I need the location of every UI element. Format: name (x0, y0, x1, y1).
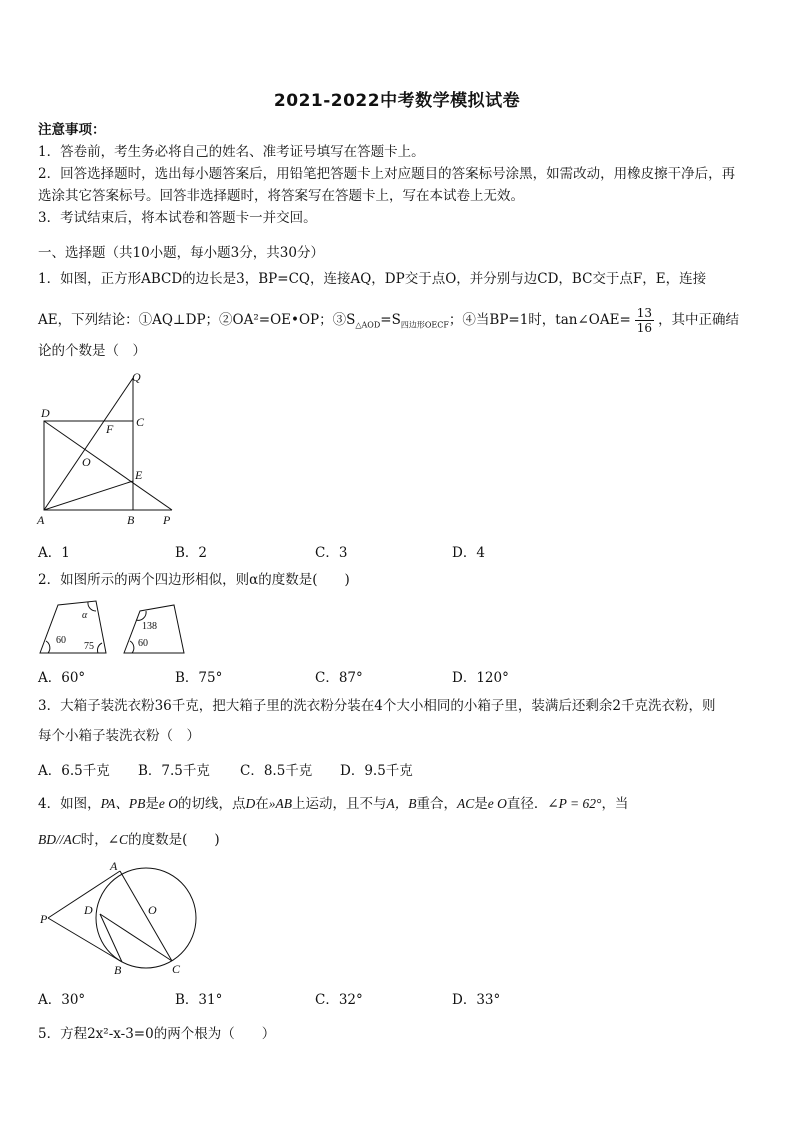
q4-label-p: P (40, 912, 48, 926)
page-title: 2021-2022中考数学模拟试卷 (273, 91, 521, 111)
q2-arc-60-left (46, 641, 50, 653)
q4-label-c: C (172, 962, 181, 976)
q4-text-g: 在 (255, 796, 269, 812)
q2-label-138: 138 (142, 621, 157, 632)
q4-text-circle-o: e O (158, 796, 178, 811)
q2-label-60-right: 60 (138, 638, 148, 649)
q1-label-a: A (37, 513, 45, 527)
q3-line2: 每个小箱子装洗衣粉（ ） (38, 728, 200, 744)
q1-line2-a: AE，下列结论：①AQ⊥DP；②OA²=OE•OP；③S (38, 312, 356, 328)
q1-frac-num: 13 (636, 306, 653, 320)
q4-text-when: 时， (80, 832, 108, 848)
q4-text-m: 是 (474, 796, 488, 812)
q2-text: 2．如图所示的两个四边形相似，则α的度数是( ) (38, 572, 350, 588)
q4-tangent-pb (48, 918, 122, 962)
q2-label-75: 75 (84, 641, 94, 652)
notice-item-2: 2．回答选择题时，选出每小题答案后，用铅笔把答题卡上对应题目的答案标号涂黑，如需改动，用橡皮擦干净后，再 (38, 166, 736, 182)
q2-option-d[interactable]: D．120° (452, 670, 509, 686)
q4-option-d[interactable]: D．33° (452, 992, 501, 1008)
q1-option-b[interactable]: B．2 (175, 545, 208, 561)
q1-option-a[interactable]: A．1 (38, 545, 70, 561)
q4-label-d: D (84, 903, 93, 917)
q4-line1 (38, 795, 628, 813)
q3-option-b[interactable]: B．7.5千克 (138, 763, 210, 779)
q4-circle (96, 868, 196, 968)
q4-label-b: B (114, 963, 122, 977)
q1-label-e: E (135, 468, 143, 482)
q4-text-i: 上运动，且不与 (291, 796, 387, 812)
q2-label-alpha: α (82, 610, 88, 621)
q4-option-b[interactable]: B．31° (175, 992, 223, 1008)
q1-line2-c: ；④当BP=1时，tan∠OAE= (448, 312, 631, 328)
q1-sub1: △AOD (355, 320, 381, 330)
q4-text-c: 是 (145, 796, 159, 812)
q5-text: 5．方程2x²-x-3=0的两个根为（ ） (38, 1026, 276, 1042)
q1-label-d: D (41, 406, 50, 420)
q4-text-e: 的切线，点 (177, 796, 246, 812)
q4-text-circle-o-2: e O (487, 796, 507, 811)
q4-text-k: 重合， (416, 796, 457, 812)
q2-arc-alpha (88, 602, 96, 611)
q2-option-c[interactable]: C．87° (315, 670, 363, 686)
q1-line2-d: ，其中正确结 (658, 312, 740, 328)
q2-arc-75 (97, 643, 102, 653)
q1-label-b: B (127, 513, 135, 527)
q4-option-c[interactable]: C．32° (315, 992, 363, 1008)
q3-option-d[interactable]: D．9.5千克 (340, 763, 413, 779)
q4-label-a: A (110, 859, 118, 873)
notice-item-1: 1．答卷前，考生务必将自己的姓名、准考证号填写在答题卡上。 (38, 144, 425, 160)
q1-option-d[interactable]: D．4 (452, 545, 485, 561)
q4-text-arc-ab: »AB (268, 796, 292, 811)
q1-line3: 论的个数是（ ） (38, 343, 146, 359)
q1-label-c: C (136, 415, 145, 429)
q1-sub2: 四边形OECF (400, 320, 449, 330)
q4-text-a: 4．如图， (38, 796, 101, 812)
section-heading: 一、选择题（共10小题，每小题3分，共30分） (38, 245, 324, 261)
q4-text-o: 直径． (506, 796, 548, 812)
q1-line1: 1．如图，正方形ABCD的边长是3，BP=CQ，连接AQ，DP交于点O，并分别与边CD，BC交于点F，E，连接 (38, 271, 707, 287)
q1-label-q: Q (132, 370, 141, 384)
q1-option-c[interactable]: C．3 (315, 545, 348, 561)
notice-heading: 注意事项： (38, 122, 106, 138)
q1-fraction (635, 306, 654, 335)
q2-arc-60-right (130, 641, 134, 653)
q4-text-angle-p: ∠P = 62° (547, 796, 602, 811)
q4-text-pa-pb: PA、PB (100, 796, 146, 811)
q4-line2 (38, 831, 220, 849)
q4-text-d: D (245, 796, 256, 811)
q2-option-b[interactable]: B．75° (175, 670, 223, 686)
q3-option-c[interactable]: C．8.5千克 (240, 763, 313, 779)
q2-figure (36, 597, 196, 657)
q1-line-aq (44, 378, 133, 510)
q1-label-f: F (106, 422, 114, 436)
q4-text-ask: 的度数是( ) (128, 832, 220, 848)
q4-text-a-b: A，B (386, 796, 417, 811)
q1-line2-b: =S (380, 312, 401, 328)
notice-item-3: 3．考试结束后，将本试卷和答题卡一并交回。 (38, 210, 317, 226)
q4-text-angle-c: ∠C (107, 832, 129, 847)
q4-text-bd-ac: BD//AC (38, 832, 81, 847)
q2-option-a[interactable]: A．60° (38, 670, 86, 686)
q4-text-q: ，当 (601, 796, 629, 812)
q3-option-a[interactable]: A．6.5千克 (38, 763, 110, 779)
q4-figure (36, 856, 206, 980)
notice-item-2-cont: 选涂其它答案标号。回答非选择题时，将答案写在答题卡上，写在本试卷上无效。 (38, 188, 524, 204)
q2-label-60-left: 60 (56, 635, 66, 646)
q1-label-o: O (82, 455, 91, 469)
q4-text-ac: AC (456, 796, 475, 811)
q1-figure (32, 366, 182, 528)
q4-option-a[interactable]: A．30° (38, 992, 86, 1008)
q1-label-p: P (163, 513, 171, 527)
q1-line-ae (44, 481, 133, 510)
q1-line2 (38, 306, 739, 335)
q4-diameter-ac (120, 871, 172, 961)
q4-label-o: O (148, 903, 157, 917)
q1-frac-den: 16 (636, 321, 653, 335)
q3-line1: 3．大箱子装洗衣粉36千克，把大箱子里的洗衣粉分装在4个大小相同的小箱子里，装满后还剩余2千克洗衣粉，则 (38, 698, 716, 714)
